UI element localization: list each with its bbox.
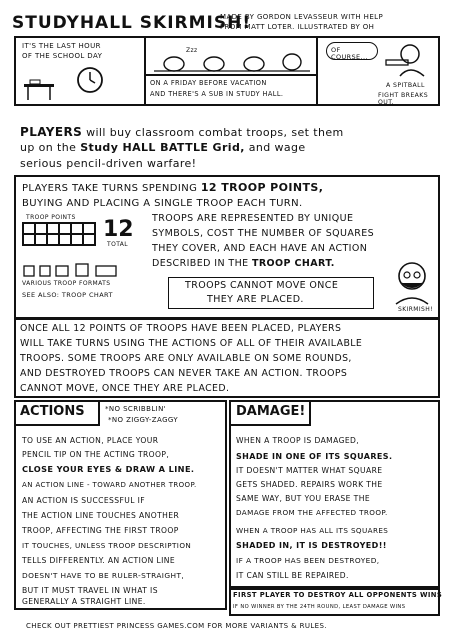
- comic-panel-2: [146, 38, 318, 104]
- actions-line: TELLS DIFFERENTLY. AN ACTION LINE: [22, 556, 176, 565]
- actions-rule-1: *NO SCRIBBLIN': [105, 405, 167, 413]
- damage-line: WHEN A TROOP IS DAMAGED,: [236, 436, 360, 445]
- panel1-caption-line-1: IT'S THE LAST HOUR: [22, 42, 101, 50]
- setup-para-4-a: DESCRIBED IN THE: [152, 258, 249, 269]
- damage-line: IT DOESN'T MATTER WHAT SQUARE: [236, 466, 383, 475]
- troop-points-label: TROOP POINTS: [26, 214, 76, 221]
- comic-panel-1: [16, 38, 146, 104]
- sleeping-students-illustration: [154, 46, 310, 72]
- desk-icon: [22, 78, 62, 102]
- damage-line: GETS SHADED. REPAIRS WORK THE: [236, 480, 383, 489]
- damage-line: IF A TROOP HAS BEEN DESTROYED,: [236, 556, 380, 565]
- footer-text: CHECK OUT PRETTIEST PRINCESS GAMES.COM FOR MORE VARIANTS & RULES.: [26, 622, 327, 630]
- speech-bubble-text: OF COURSE...: [331, 46, 368, 62]
- actions-line: BUT IT MUST TRAVEL IN WHAT IS: [22, 586, 158, 595]
- avatar: [390, 256, 434, 306]
- damage-line: IT CAN STILL BE REPAIRED.: [236, 571, 349, 580]
- actions-line: AN ACTION LINE - TOWARD ANOTHER TROOP.: [22, 481, 197, 489]
- troop-points-total: TOTAL: [107, 241, 129, 248]
- intro-section: [14, 126, 440, 176]
- panel3-caption-line-2: FIGHT BREAKS OUT.: [378, 92, 429, 107]
- speech-bubble: [326, 42, 378, 60]
- panel2-caption-box: [146, 74, 316, 104]
- actions-line: CLOSE YOUR EYES & DRAW A LINE.: [22, 464, 195, 474]
- troop-formats-label: VARIOUS TROOP FORMATS: [22, 280, 111, 287]
- rounds-line-5: CANNOT MOVE, ONCE THEY ARE PLACED.: [20, 383, 230, 394]
- spitball-kid-illustration: [380, 40, 434, 80]
- actions-line: THE ACTION LINE TOUCHES ANOTHER: [22, 511, 180, 520]
- setup-line2: BUYING AND PLACING A SINGLE TROOP EACH TURN.: [22, 198, 303, 209]
- actions-title: ACTIONS: [20, 404, 85, 419]
- credits-line-1: MADE BY GORDON LEVASSEUR WITH HELP: [220, 13, 384, 21]
- panel2-caption-line-1: ON A FRIDAY BEFORE VACATION: [150, 79, 267, 87]
- actions-line: TROOP, AFFECTING THE FIRST TROOP: [22, 526, 179, 535]
- damage-line: SHADED IN, IT IS DESTROYED!!: [236, 541, 387, 550]
- damage-line: SHADE IN ONE OF ITS SQUARES.: [236, 452, 393, 461]
- note-line-1: TROOPS CANNOT MOVE ONCE: [185, 280, 339, 291]
- actions-line: IT TOUCHES, UNLESS TROOP DESCRIPTION: [22, 541, 192, 550]
- actions-line: DOESN'T HAVE TO BE RULER-STRAIGHT,: [22, 571, 185, 580]
- damage-line: DAMAGE FROM THE AFFECTED TROOP.: [236, 508, 388, 517]
- troop-formats-illustration: [22, 258, 132, 280]
- actions-line: PENCIL TIP ON THE ACTING TROOP,: [22, 450, 170, 459]
- actions-rule-2: *NO ZIGGY-ZAGGY: [108, 416, 179, 424]
- damage-line: SAME WAY, BUT YOU ERASE THE: [236, 494, 371, 503]
- actions-line: TO USE AN ACTION, PLACE YOUR: [22, 436, 159, 445]
- page-title: STUDYHALL SKIRMISH!: [12, 13, 252, 33]
- win-line-1: FIRST PLAYER TO DESTROY ALL OPPONENTS WINS: [233, 591, 443, 599]
- troop-points-value: 12: [103, 217, 134, 242]
- setup-para-2: SYMBOLS, COST THE NUMBER OF SQUARES: [152, 228, 375, 239]
- avatar-label: SKIRMISH!: [398, 306, 433, 313]
- setup-troop-points: 12 TROOP POINTS,: [200, 181, 324, 194]
- setup-line1-a: PLAYERS TAKE TURNS SPENDING: [22, 183, 198, 194]
- no-move-note: [168, 277, 374, 309]
- rounds-line-4: AND DESTROYED TROOPS CAN NEVER TAKE AN ACTION. TROOPS: [20, 368, 348, 379]
- rounds-line-3: TROOPS. SOME TROOPS ARE ONLY AVAILABLE ON SOME ROUNDS,: [20, 353, 352, 364]
- intro-line3: serious pencil-driven warfare!: [20, 157, 197, 170]
- damage-line: WHEN A TROOP HAS ALL ITS SQUARES: [236, 526, 389, 535]
- snore-text: Zzz: [186, 47, 198, 54]
- setup-troop-chart: TROOP CHART.: [251, 258, 335, 269]
- panel2-caption-line-2: AND THERE'S A SUB IN STUDY HALL.: [150, 90, 284, 98]
- actions-line: GENERALLY A STRAIGHT LINE.: [22, 597, 146, 606]
- comic-panel-3: [318, 38, 438, 107]
- rounds-line-1: ONCE ALL 12 POINTS OF TROOPS HAVE BEEN PLACED, PLAYERS: [20, 323, 342, 334]
- intro-players: PLAYERS: [20, 125, 83, 139]
- note-line-2: THEY ARE PLACED.: [207, 294, 304, 305]
- setup-para-3: THEY COVER, AND EACH HAVE AN ACTION: [152, 243, 368, 254]
- see-also: SEE ALSO: TROOP CHART: [22, 291, 113, 299]
- intro-line2-c: and wage: [248, 141, 306, 154]
- intro-line2-a: up on the: [20, 141, 77, 154]
- panel3-caption-line-1: A SPITBALL: [386, 82, 425, 89]
- credits-line-2: FROM MATT LOTER. ILLUSTRATED BY OH: [220, 23, 375, 31]
- intro-line1: will buy classroom combat troops, set them: [86, 126, 344, 139]
- intro-battle-grid: Study HALL BATTLE Grid,: [80, 141, 245, 154]
- troop-points-grid: [22, 222, 102, 248]
- win-line-2: IF NO WINNER BY THE 24TH ROUND, LEAST DAMAGE WINS: [233, 604, 406, 610]
- damage-title: DAMAGE!: [236, 404, 306, 419]
- rounds-line-2: WILL TAKE TURNS USING THE ACTIONS OF ALL OF THEIR AVAILABLE: [20, 338, 363, 349]
- setup-para-1: TROOPS ARE REPRESENTED BY UNIQUE: [152, 213, 354, 224]
- panel1-caption-line-2: OF THE SCHOOL DAY: [22, 52, 103, 60]
- actions-line: AN ACTION IS SUCCESSFUL IF: [22, 496, 146, 505]
- clock-icon: [76, 66, 104, 94]
